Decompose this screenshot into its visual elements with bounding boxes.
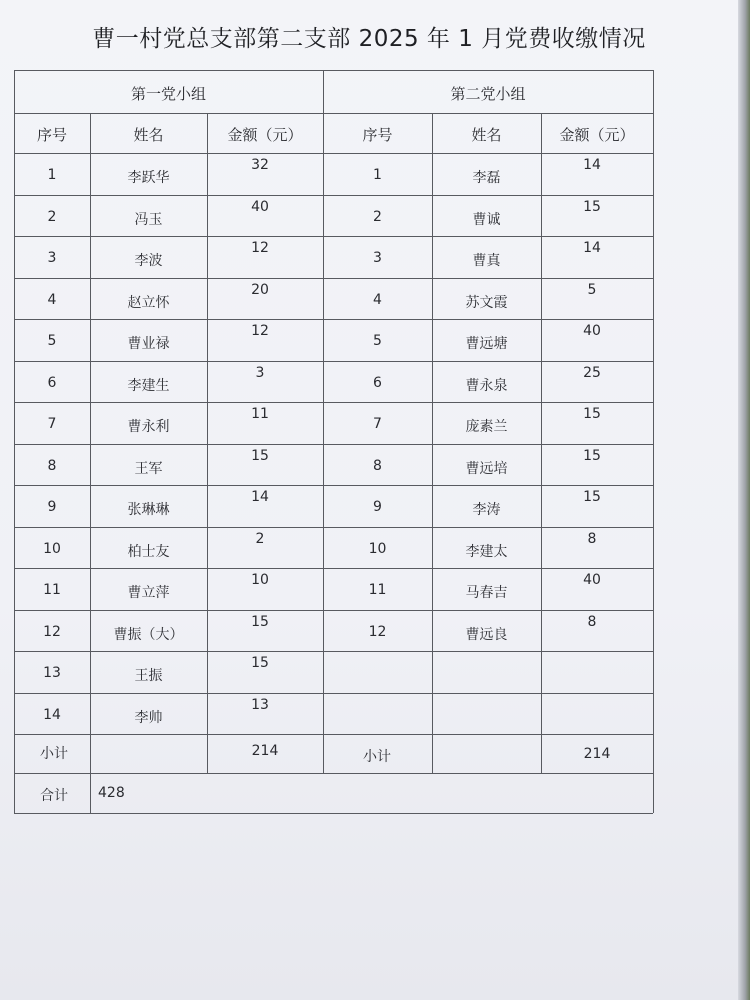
- member-name: 张琳琳: [127, 502, 170, 518]
- member-name: 曹永利: [127, 419, 170, 435]
- total-label: 合计: [40, 788, 68, 804]
- fee-amount: 15: [251, 655, 269, 671]
- member-name: 李建太: [465, 544, 508, 560]
- fee-amount: 40: [251, 199, 269, 215]
- fee-amount: 2: [255, 531, 265, 547]
- subtotal-label: 小计: [363, 749, 391, 765]
- fee-amount: 14: [583, 157, 601, 173]
- member-name: 曹远良: [465, 627, 508, 643]
- group-1-title: 第一党小组: [130, 85, 206, 103]
- fee-amount: 14: [583, 240, 601, 256]
- member-name: 曹立萍: [127, 585, 170, 601]
- table-rule: [14, 402, 653, 403]
- fee-amount: 10: [251, 572, 269, 588]
- fee-amount: 40: [583, 323, 601, 339]
- table-rule: [653, 70, 654, 813]
- row-number: 12: [368, 624, 387, 640]
- table-rule: [14, 773, 653, 774]
- document-title: 曹一村党总支部第二支部 2025 年 1 月党费收缴情况: [92, 26, 646, 52]
- row-number: 11: [43, 582, 61, 598]
- member-name: 李跃华: [127, 170, 170, 186]
- row-number: 8: [373, 458, 382, 474]
- table-rule: [14, 361, 653, 362]
- fee-amount: 3: [255, 365, 265, 381]
- row-number: 8: [47, 458, 57, 474]
- column-header-name: 姓名: [133, 126, 164, 144]
- member-name: 李涛: [472, 502, 501, 518]
- table-rule: [14, 236, 653, 237]
- member-name: 曹远培: [465, 461, 508, 477]
- member-name: 曹永泉: [465, 378, 508, 394]
- table-rule: [323, 693, 653, 694]
- member-name: 李波: [134, 253, 163, 269]
- table-rule: [14, 113, 653, 114]
- column-header-no: 序号: [362, 126, 393, 144]
- paper-edge: [738, 0, 750, 1000]
- row-number: 10: [43, 541, 61, 557]
- table-rule: [14, 568, 653, 569]
- member-name: 柏士友: [127, 544, 170, 560]
- member-name: 王军: [134, 461, 163, 477]
- column-header-amount: 金额（元）: [227, 126, 303, 144]
- column-header-no: 序号: [36, 126, 67, 144]
- table-rule: [14, 319, 653, 320]
- row-number: 14: [43, 707, 61, 723]
- fee-amount: 40: [583, 572, 601, 588]
- member-name: 李建生: [127, 378, 170, 394]
- row-number: 2: [373, 209, 382, 225]
- table-rule: [14, 651, 653, 652]
- member-name: 李磊: [472, 170, 501, 186]
- fee-amount: 15: [251, 614, 269, 630]
- table-rule: [14, 610, 653, 611]
- row-number: 6: [47, 375, 57, 391]
- fee-amount: 5: [587, 282, 597, 298]
- member-name: 李帅: [134, 710, 163, 726]
- table-rule: [14, 527, 653, 528]
- fee-amount: 32: [251, 157, 269, 173]
- member-name: 王振: [134, 668, 163, 684]
- fee-amount: 20: [251, 282, 269, 298]
- row-number: 4: [47, 292, 57, 308]
- fee-amount: 15: [583, 489, 601, 505]
- table-rule: [14, 278, 653, 279]
- column-header-name: 姓名: [471, 126, 502, 144]
- fee-amount: 8: [587, 531, 597, 547]
- row-number: 5: [47, 333, 57, 349]
- fee-amount: 12: [251, 323, 269, 339]
- member-name: 曹远塘: [465, 336, 508, 352]
- row-number: 2: [47, 209, 57, 225]
- member-name: 庞素兰: [465, 419, 508, 435]
- member-name: 曹诚: [472, 212, 501, 228]
- member-name: 冯玉: [134, 212, 163, 228]
- fee-amount: 15: [251, 448, 269, 464]
- row-number: 3: [373, 250, 382, 266]
- member-name: 苏文霞: [465, 295, 508, 311]
- table-rule: [14, 813, 653, 814]
- row-number: 9: [47, 499, 57, 515]
- column-header-amount: 金额（元）: [559, 126, 635, 144]
- subtotal-label: 小计: [40, 746, 68, 762]
- row-number: 5: [373, 333, 382, 349]
- table-rule: [90, 773, 91, 813]
- fee-amount: 25: [583, 365, 601, 381]
- table-rule: [14, 70, 653, 71]
- row-number: 1: [373, 167, 382, 183]
- table-rule: [14, 485, 653, 486]
- fee-amount: 15: [583, 199, 601, 215]
- row-number: 7: [373, 416, 382, 432]
- row-number: 13: [43, 665, 61, 681]
- fee-amount: 13: [251, 697, 269, 713]
- fee-amount: 8: [587, 614, 597, 630]
- table-rule: [541, 113, 542, 773]
- table-rule: [14, 153, 653, 154]
- member-name: 曹真: [472, 253, 501, 269]
- fee-amount: 15: [583, 406, 601, 422]
- table-rule: [14, 195, 653, 196]
- fee-amount: 11: [251, 406, 269, 422]
- row-number: 10: [368, 541, 387, 557]
- subtotal-amount: 214: [583, 746, 611, 762]
- group-2-title: 第二党小组: [450, 85, 526, 103]
- row-number: 4: [373, 292, 382, 308]
- table-rule: [14, 444, 653, 445]
- member-name: 曹业禄: [127, 336, 170, 352]
- member-name: 马春吉: [465, 585, 508, 601]
- total-amount: 428: [98, 785, 125, 801]
- table-rule: [14, 734, 653, 735]
- subtotal-amount: 214: [251, 743, 279, 759]
- member-name: 曹振（大）: [113, 627, 184, 643]
- row-number: 6: [373, 375, 382, 391]
- row-number: 12: [43, 624, 61, 640]
- fee-amount: 15: [583, 448, 601, 464]
- row-number: 3: [47, 250, 57, 266]
- member-name: 赵立怀: [127, 295, 170, 311]
- table-rule: [207, 113, 208, 773]
- table-rule: [14, 693, 323, 694]
- row-number: 9: [373, 499, 382, 515]
- row-number: 7: [47, 416, 57, 432]
- row-number: 1: [47, 167, 57, 183]
- fee-amount: 12: [251, 240, 269, 256]
- row-number: 11: [368, 582, 387, 598]
- fee-amount: 14: [251, 489, 269, 505]
